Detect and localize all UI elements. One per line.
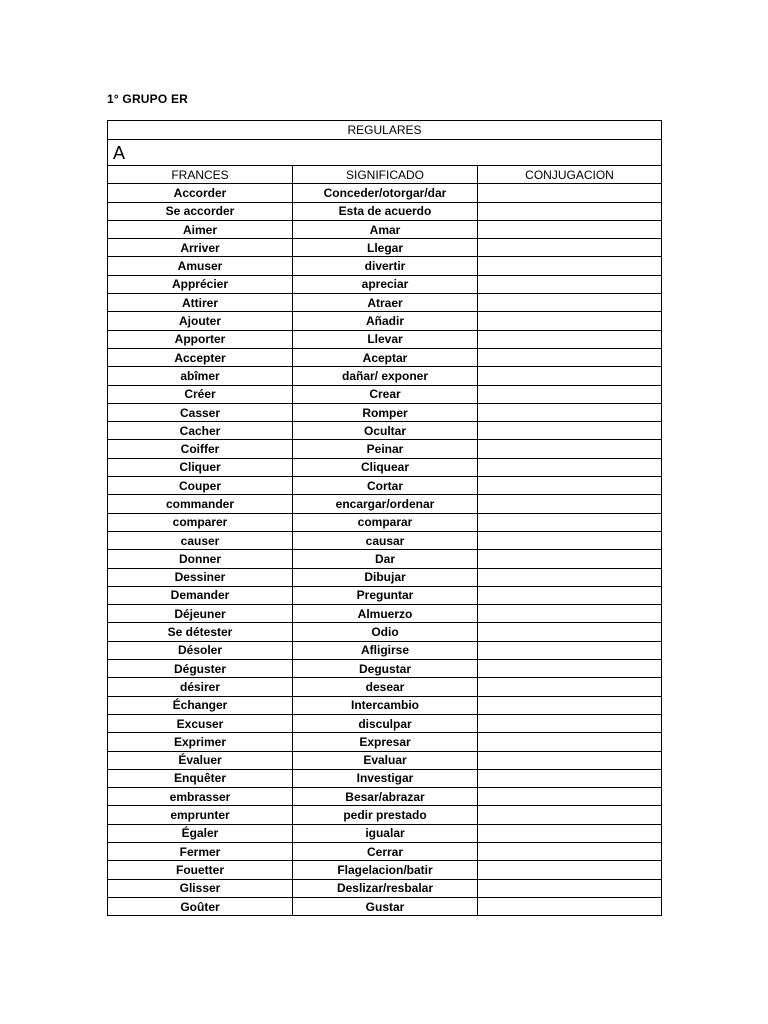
cell-frances: Fouetter [108,861,293,879]
cell-significado: Deslizar/resbalar [293,879,478,897]
table-row [108,202,662,220]
cell-significado: comparar [293,513,478,531]
table-row [108,605,662,623]
cell-frances: Échanger [108,696,293,714]
cell-significado: Degustar [293,660,478,678]
cell-significado: Gustar [293,897,478,915]
cell-frances: Couper [108,477,293,495]
cell-significado: Preguntar [293,586,478,604]
cell-frances: Désoler [108,641,293,659]
table-row [108,751,662,769]
cell-conjugacion [478,440,662,458]
cell-frances: Exprimer [108,733,293,751]
table-title-row [108,121,662,140]
cell-frances: Casser [108,403,293,421]
cell-conjugacion [478,897,662,915]
cell-conjugacion [478,385,662,403]
cell-frances: désirer [108,678,293,696]
cell-frances: emprunter [108,806,293,824]
cell-conjugacion [478,806,662,824]
cell-frances: Amuser [108,257,293,275]
cell-significado: Esta de acuerdo [293,202,478,220]
table-row [108,330,662,348]
cell-conjugacion [478,550,662,568]
cell-conjugacion [478,824,662,842]
cell-significado: Conceder/otorgar/dar [293,184,478,202]
table-row [108,769,662,787]
cell-significado: Flagelacion/batir [293,861,478,879]
cell-significado: Crear [293,385,478,403]
cell-frances: Excuser [108,714,293,732]
cell-frances: commander [108,495,293,513]
table-row [108,788,662,806]
column-header-row [108,166,662,184]
cell-frances: Attirer [108,294,293,312]
column-header-frances: FRANCES [108,166,293,184]
cell-significado: Intercambio [293,696,478,714]
cell-frances: Demander [108,586,293,604]
cell-conjugacion [478,184,662,202]
table-row [108,257,662,275]
cell-frances: Apprécier [108,275,293,293]
cell-conjugacion [478,330,662,348]
cell-conjugacion [478,678,662,696]
table-row [108,861,662,879]
cell-significado: Ocultar [293,422,478,440]
cell-conjugacion [478,879,662,897]
cell-significado: Almuerzo [293,605,478,623]
verb-table [107,120,662,916]
table-row [108,294,662,312]
cell-significado: Añadir [293,312,478,330]
cell-conjugacion [478,861,662,879]
table-row [108,513,662,531]
table-row [108,879,662,897]
table-row [108,440,662,458]
table-row [108,897,662,915]
cell-frances: Arriver [108,239,293,257]
cell-significado: Amar [293,220,478,238]
cell-frances: abîmer [108,367,293,385]
cell-conjugacion [478,367,662,385]
cell-frances: Évaluer [108,751,293,769]
cell-conjugacion [478,605,662,623]
cell-frances: Enquêter [108,769,293,787]
table-row [108,660,662,678]
table-row [108,586,662,604]
cell-significado: Investigar [293,769,478,787]
cell-conjugacion [478,495,662,513]
cell-frances: Ajouter [108,312,293,330]
cell-frances: Dessiner [108,568,293,586]
table-row [108,568,662,586]
cell-conjugacion [478,257,662,275]
cell-frances: causer [108,531,293,549]
cell-significado: Aceptar [293,348,478,366]
cell-significado: Romper [293,403,478,421]
cell-significado: Cerrar [293,842,478,860]
table-row [108,641,662,659]
section-letter-row [108,140,662,166]
table-row [108,842,662,860]
table-row [108,806,662,824]
cell-conjugacion [478,641,662,659]
cell-frances: Cacher [108,422,293,440]
cell-frances: Accorder [108,184,293,202]
cell-conjugacion [478,294,662,312]
cell-significado: Dar [293,550,478,568]
table-row [108,458,662,476]
table-row [108,385,662,403]
cell-conjugacion [478,733,662,751]
cell-conjugacion [478,202,662,220]
cell-frances: Se détester [108,623,293,641]
table-row [108,403,662,421]
table-row [108,531,662,549]
table-row [108,422,662,440]
table-row [108,678,662,696]
table-row [108,312,662,330]
cell-significado: Expresar [293,733,478,751]
cell-frances: Égaler [108,824,293,842]
column-header-significado: SIGNIFICADO [293,166,478,184]
table-row [108,495,662,513]
cell-frances: Cliquer [108,458,293,476]
cell-conjugacion [478,769,662,787]
cell-significado: Peinar [293,440,478,458]
table-title: REGULARES [108,121,662,140]
table-row [108,348,662,366]
table-row [108,824,662,842]
table-row [108,184,662,202]
cell-conjugacion [478,477,662,495]
cell-conjugacion [478,714,662,732]
table-row [108,623,662,641]
cell-significado: divertir [293,257,478,275]
cell-frances: Déjeuner [108,605,293,623]
cell-significado: igualar [293,824,478,842]
cell-frances: Accepter [108,348,293,366]
cell-significado: Dibujar [293,568,478,586]
cell-conjugacion [478,312,662,330]
cell-significado: pedir prestado [293,806,478,824]
cell-significado: Odio [293,623,478,641]
table-row [108,239,662,257]
table-row [108,275,662,293]
table-row [108,367,662,385]
table-row [108,220,662,238]
cell-significado: Atraer [293,294,478,312]
cell-conjugacion [478,696,662,714]
table-row [108,696,662,714]
cell-frances: Déguster [108,660,293,678]
cell-conjugacion [478,513,662,531]
cell-frances: Se accorder [108,202,293,220]
cell-frances: Goûter [108,897,293,915]
column-header-conjugacion: CONJUGACION [478,166,662,184]
cell-conjugacion [478,458,662,476]
page-heading: 1° GRUPO ER [107,92,189,106]
cell-significado: disculpar [293,714,478,732]
cell-conjugacion [478,751,662,769]
cell-frances: Aimer [108,220,293,238]
cell-significado: Evaluar [293,751,478,769]
cell-frances: comparer [108,513,293,531]
cell-frances: Créer [108,385,293,403]
table-row [108,714,662,732]
cell-conjugacion [478,586,662,604]
cell-conjugacion [478,568,662,586]
table-row [108,550,662,568]
cell-conjugacion [478,422,662,440]
cell-significado: dañar/ exponer [293,367,478,385]
cell-significado: desear [293,678,478,696]
cell-significado: encargar/ordenar [293,495,478,513]
table-row [108,733,662,751]
section-letter: A [108,140,662,166]
cell-conjugacion [478,403,662,421]
cell-conjugacion [478,348,662,366]
cell-significado: Cliquear [293,458,478,476]
cell-frances: Fermer [108,842,293,860]
cell-frances: Coiffer [108,440,293,458]
cell-conjugacion [478,660,662,678]
table-row [108,477,662,495]
cell-conjugacion [478,220,662,238]
cell-frances: Donner [108,550,293,568]
verb-table-body [108,121,662,916]
cell-conjugacion [478,275,662,293]
cell-significado: Besar/abrazar [293,788,478,806]
cell-significado: Llegar [293,239,478,257]
cell-significado: Afligirse [293,641,478,659]
cell-significado: Llevar [293,330,478,348]
cell-conjugacion [478,788,662,806]
cell-conjugacion [478,623,662,641]
cell-conjugacion [478,239,662,257]
cell-significado: Cortar [293,477,478,495]
cell-frances: Apporter [108,330,293,348]
cell-conjugacion [478,842,662,860]
cell-significado: apreciar [293,275,478,293]
cell-frances: embrasser [108,788,293,806]
cell-frances: Glisser [108,879,293,897]
cell-significado: causar [293,531,478,549]
cell-conjugacion [478,531,662,549]
